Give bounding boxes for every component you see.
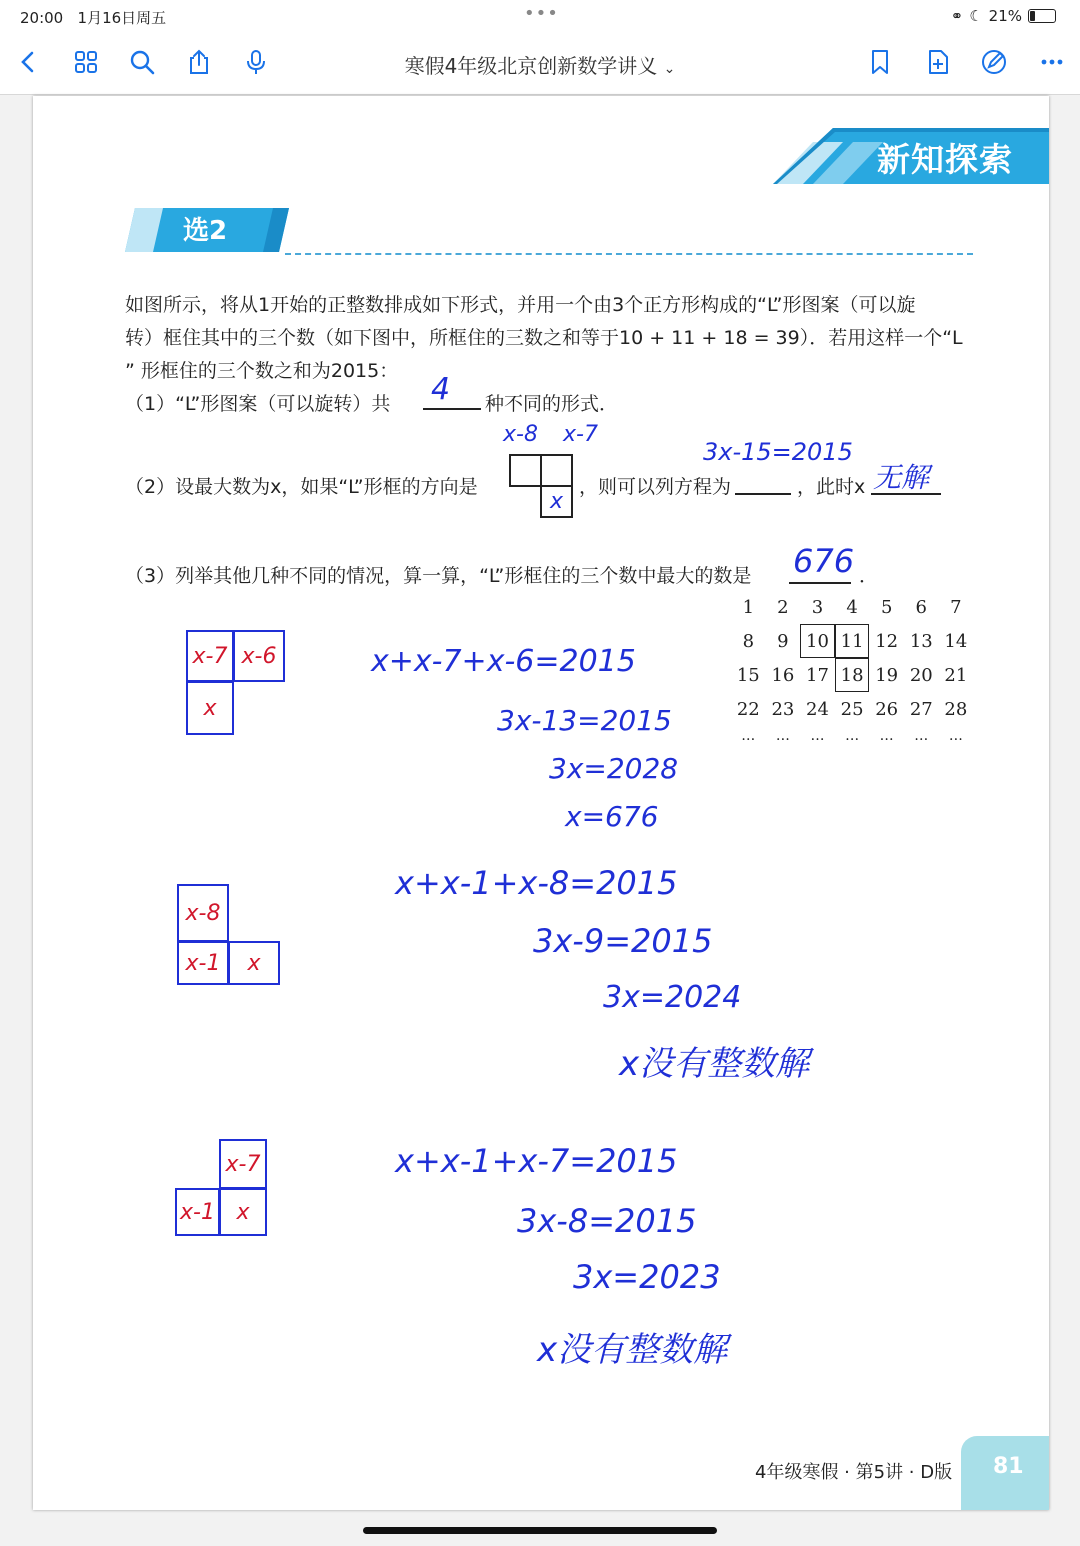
- q2-label-top-left: x-8: [503, 422, 538, 447]
- number-grid: [731, 590, 979, 746]
- status-bar: [0, 0, 1080, 32]
- multitask-dots[interactable]: •••: [524, 3, 559, 24]
- question-2-end: ，此时x: [797, 476, 866, 498]
- section-title: 选2: [183, 216, 228, 246]
- grid-cell: 15: [736, 664, 760, 686]
- question-3-end: ．: [859, 565, 879, 587]
- question-2: （2）设最大数为x，如果“L”形框的方向是: [125, 476, 478, 498]
- grid-cell: 26: [875, 698, 899, 720]
- grid-row: [731, 624, 979, 658]
- grid-cell: 20: [909, 664, 933, 686]
- grid-cell: 23: [771, 698, 795, 720]
- page-number: 81: [993, 1454, 1024, 1479]
- grid-row: [731, 590, 979, 624]
- l-frame-cell-top-right: [540, 454, 573, 487]
- grid-cell: …: [879, 728, 894, 744]
- shape1-cell-a: x-7: [186, 630, 234, 682]
- document-page[interactable]: [33, 96, 1049, 1510]
- shape2-work-1: x+x-1+x-8=2015: [395, 864, 678, 902]
- grid-cell: 13: [909, 630, 933, 652]
- shape3-cell-c: x: [219, 1188, 267, 1236]
- grid-cell: 5: [880, 596, 893, 618]
- add-page-icon[interactable]: [920, 44, 956, 80]
- grid-cell-framed: 10: [800, 624, 835, 658]
- shape1-cell-b: x-6: [233, 630, 285, 682]
- shape2-work-2: 3x-9=2015: [533, 922, 713, 960]
- shape3-cell-a: x-7: [219, 1139, 267, 1189]
- shape3-work-2: 3x-8=2015: [517, 1202, 697, 1240]
- battery-icon: [1028, 9, 1056, 23]
- problem-line-1: 如图所示，将从1开始的正整数排成如下形式，并用一个由3个正方形构成的“L”形图案（可以旋: [125, 294, 916, 316]
- answer-blank-2: [735, 493, 791, 495]
- link-icon: ⚭: [950, 7, 964, 25]
- bookmark-icon[interactable]: [862, 44, 898, 80]
- grid-cell: 4: [846, 596, 858, 618]
- grid-cell: 17: [806, 664, 829, 686]
- grid-cell: 24: [806, 698, 829, 720]
- question-1: （1）“L”形图案（可以旋转）共: [125, 393, 391, 415]
- grid-cell: 19: [875, 664, 899, 686]
- grid-cell: 27: [909, 698, 933, 720]
- grid-cell: 1: [742, 596, 755, 618]
- grid-cell: 7: [950, 596, 962, 618]
- problem-line-2: 转）框住其中的三个数（如下图中，所框住的三数之和等于10 + 11 + 18 = 39）．若用这样一个“L: [125, 327, 963, 349]
- header-title: 新知探索: [877, 140, 1013, 179]
- shape3-cell-b: x-1: [175, 1188, 220, 1236]
- home-indicator[interactable]: [363, 1527, 717, 1534]
- grid-cell: 28: [944, 698, 968, 720]
- shape2-work-4: x没有整数解: [619, 1044, 810, 1084]
- grid-cell: 12: [875, 630, 899, 652]
- l-frame-cell-bottom: x: [540, 485, 573, 518]
- shape1-cell-c: x: [186, 681, 234, 735]
- shape2-cell-b: x-1: [177, 941, 229, 985]
- l-frame-cell-top-left: [509, 454, 542, 487]
- dashed-divider: [285, 253, 973, 255]
- question-3: （3）列举其他几种不同的情况，算一算，“L”形框住的三个数中最大的数是: [125, 565, 752, 587]
- question-1-end: 种不同的形式．: [485, 393, 619, 415]
- shape1-work-1: x+x-7+x-6=2015: [371, 644, 636, 679]
- shape2-work-3: 3x=2024: [603, 980, 742, 1015]
- grid-cell: 6: [915, 596, 927, 618]
- grid-row: [731, 692, 979, 726]
- page-footer: 4年级寒假 · 第5讲 · D版: [755, 1462, 953, 1483]
- q2-equation: 3x-15=2015: [703, 438, 853, 466]
- more-icon[interactable]: [1034, 44, 1070, 80]
- shape2-cell-c: x: [228, 941, 280, 985]
- grid-cell-framed: 11: [835, 624, 870, 658]
- moon-icon: ☾: [969, 7, 983, 25]
- share-icon[interactable]: [181, 44, 217, 80]
- status-right: [951, 7, 1056, 25]
- shape1-work-4: x=676: [565, 800, 659, 833]
- grid-cell: 25: [840, 698, 864, 720]
- back-icon[interactable]: [10, 44, 46, 80]
- question-2-mid: ，则可以列方程为: [579, 476, 732, 498]
- q2-result: 无解: [873, 461, 930, 494]
- document-title[interactable]: 寒假4年级北京创新数学讲义 ⌄: [404, 54, 676, 78]
- grid-icon[interactable]: [68, 44, 104, 80]
- answer-blank-1: [423, 408, 481, 410]
- shape1-work-2: 3x-13=2015: [497, 704, 672, 737]
- grid-cell: 2: [777, 596, 789, 618]
- grid-cell: 3: [811, 596, 824, 618]
- q3-answer: 676: [793, 542, 855, 580]
- grid-row: [731, 726, 979, 746]
- grid-cell-framed: 18: [835, 658, 870, 692]
- q2-label-top-right: x-7: [563, 422, 598, 447]
- problem-line-3: ” 形框住的三个数之和为2015：: [125, 360, 399, 382]
- grid-cell: …: [948, 728, 963, 744]
- answer-blank-4: [789, 582, 851, 584]
- shape1-work-3: 3x=2028: [549, 752, 679, 785]
- mic-icon[interactable]: [238, 44, 274, 80]
- grid-cell: …: [845, 728, 860, 744]
- search-icon[interactable]: [124, 44, 160, 80]
- grid-cell: …: [810, 728, 825, 744]
- status-time: 20:00 1月16日周五: [20, 9, 167, 27]
- grid-cell: 8: [742, 630, 755, 652]
- app-toolbar: [0, 32, 1080, 95]
- grid-cell: …: [741, 728, 756, 744]
- grid-cell: …: [775, 728, 790, 744]
- q1-answer: 4: [431, 372, 451, 407]
- shape3-work-4: x没有整数解: [537, 1330, 728, 1370]
- shape3-work-1: x+x-1+x-7=2015: [395, 1142, 678, 1180]
- grid-cell: 21: [944, 664, 968, 686]
- grid-row: [731, 658, 979, 692]
- grid-cell: …: [914, 728, 929, 744]
- chevron-down-icon: ⌄: [663, 61, 676, 77]
- grid-cell: 9: [777, 630, 789, 652]
- grid-cell: 14: [944, 630, 968, 652]
- shape3-work-3: 3x=2023: [573, 1258, 721, 1296]
- grid-cell: 16: [771, 664, 795, 686]
- battery-percent: 21%: [988, 7, 1022, 25]
- grid-cell: 22: [736, 698, 760, 720]
- shape2-cell-a: x-8: [177, 884, 229, 942]
- pencil-icon[interactable]: [976, 44, 1012, 80]
